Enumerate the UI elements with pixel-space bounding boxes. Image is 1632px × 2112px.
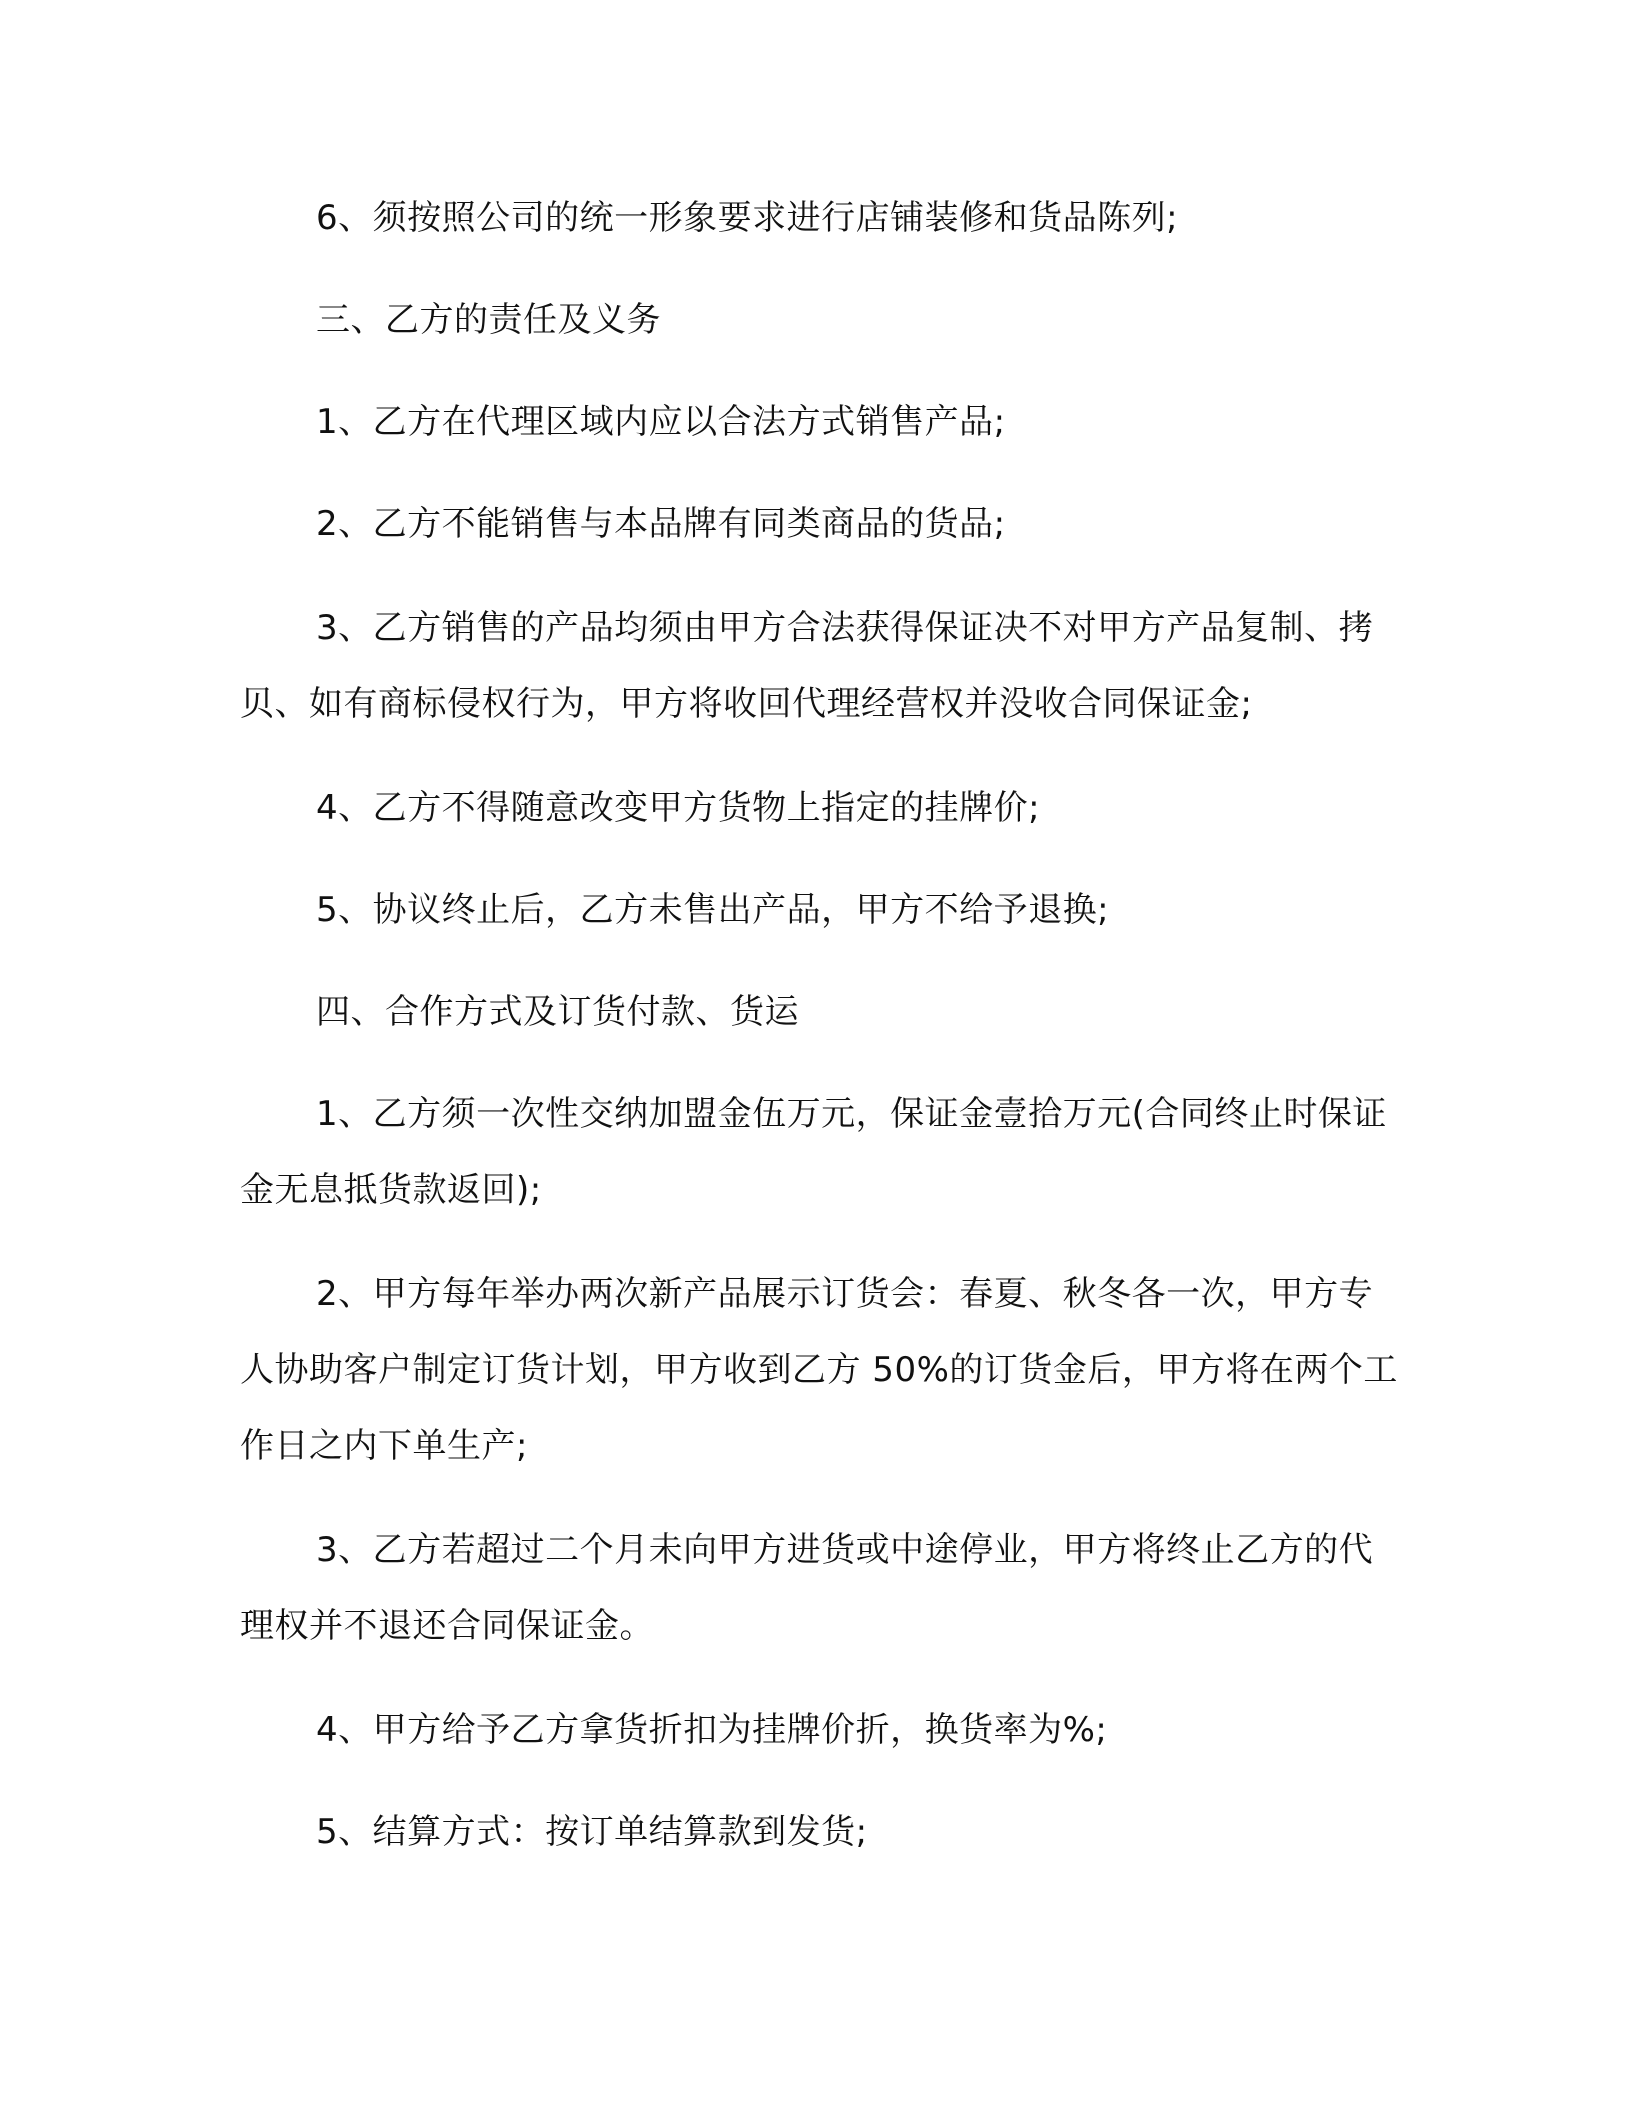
clause-c2-order-fair: 2、甲方每年举办两次新产品展示订货会：春夏、秋冬各一次，甲方专人协助客户制定订货计划，甲方收到乙方 50%的订货金后，甲方将在两个工作日之内下单生产; xyxy=(240,1274,1398,1466)
section-heading-3: 三、乙方的责任及义务 xyxy=(316,300,661,340)
clause-b1-legal-sales: 1、乙方在代理区域内应以合法方式销售产品; xyxy=(316,402,1006,442)
clause-c1-deposit: 1、乙方须一次性交纳加盟金伍万元，保证金壹拾万元(合同终止时保证金无息抵货款返回); xyxy=(240,1094,1387,1210)
clause-c4-discount: 4、甲方给予乙方拿货折扣为挂牌价折，换货率为%; xyxy=(316,1710,1108,1750)
clause-c3-suspension: 3、乙方若超过二个月未向甲方进货或中途停业，甲方将终止乙方的代理权并不退还合同保证金。 xyxy=(240,1530,1374,1646)
clause-a6-decoration: 6、须按照公司的统一形象要求进行店铺装修和货品陈列; xyxy=(316,198,1179,238)
clause-c5-settlement: 5、结算方式：按订单结算款到发货; xyxy=(316,1812,868,1852)
section-heading-4: 四、合作方式及订货付款、货运 xyxy=(316,992,799,1032)
clause-b5-termination: 5、协议终止后，乙方未售出产品，甲方不给予退换; xyxy=(316,890,1110,930)
clause-b3-no-copy: 3、乙方销售的产品均须由甲方合法获得保证决不对甲方产品复制、拷贝、如有商标侵权行为，甲方将收回代理经营权并没收合同保证金; xyxy=(240,608,1374,724)
clause-b4-price: 4、乙方不得随意改变甲方货物上指定的挂牌价; xyxy=(316,788,1041,828)
clause-b2-no-competing: 2、乙方不能销售与本品牌有同类商品的货品; xyxy=(316,504,1006,544)
